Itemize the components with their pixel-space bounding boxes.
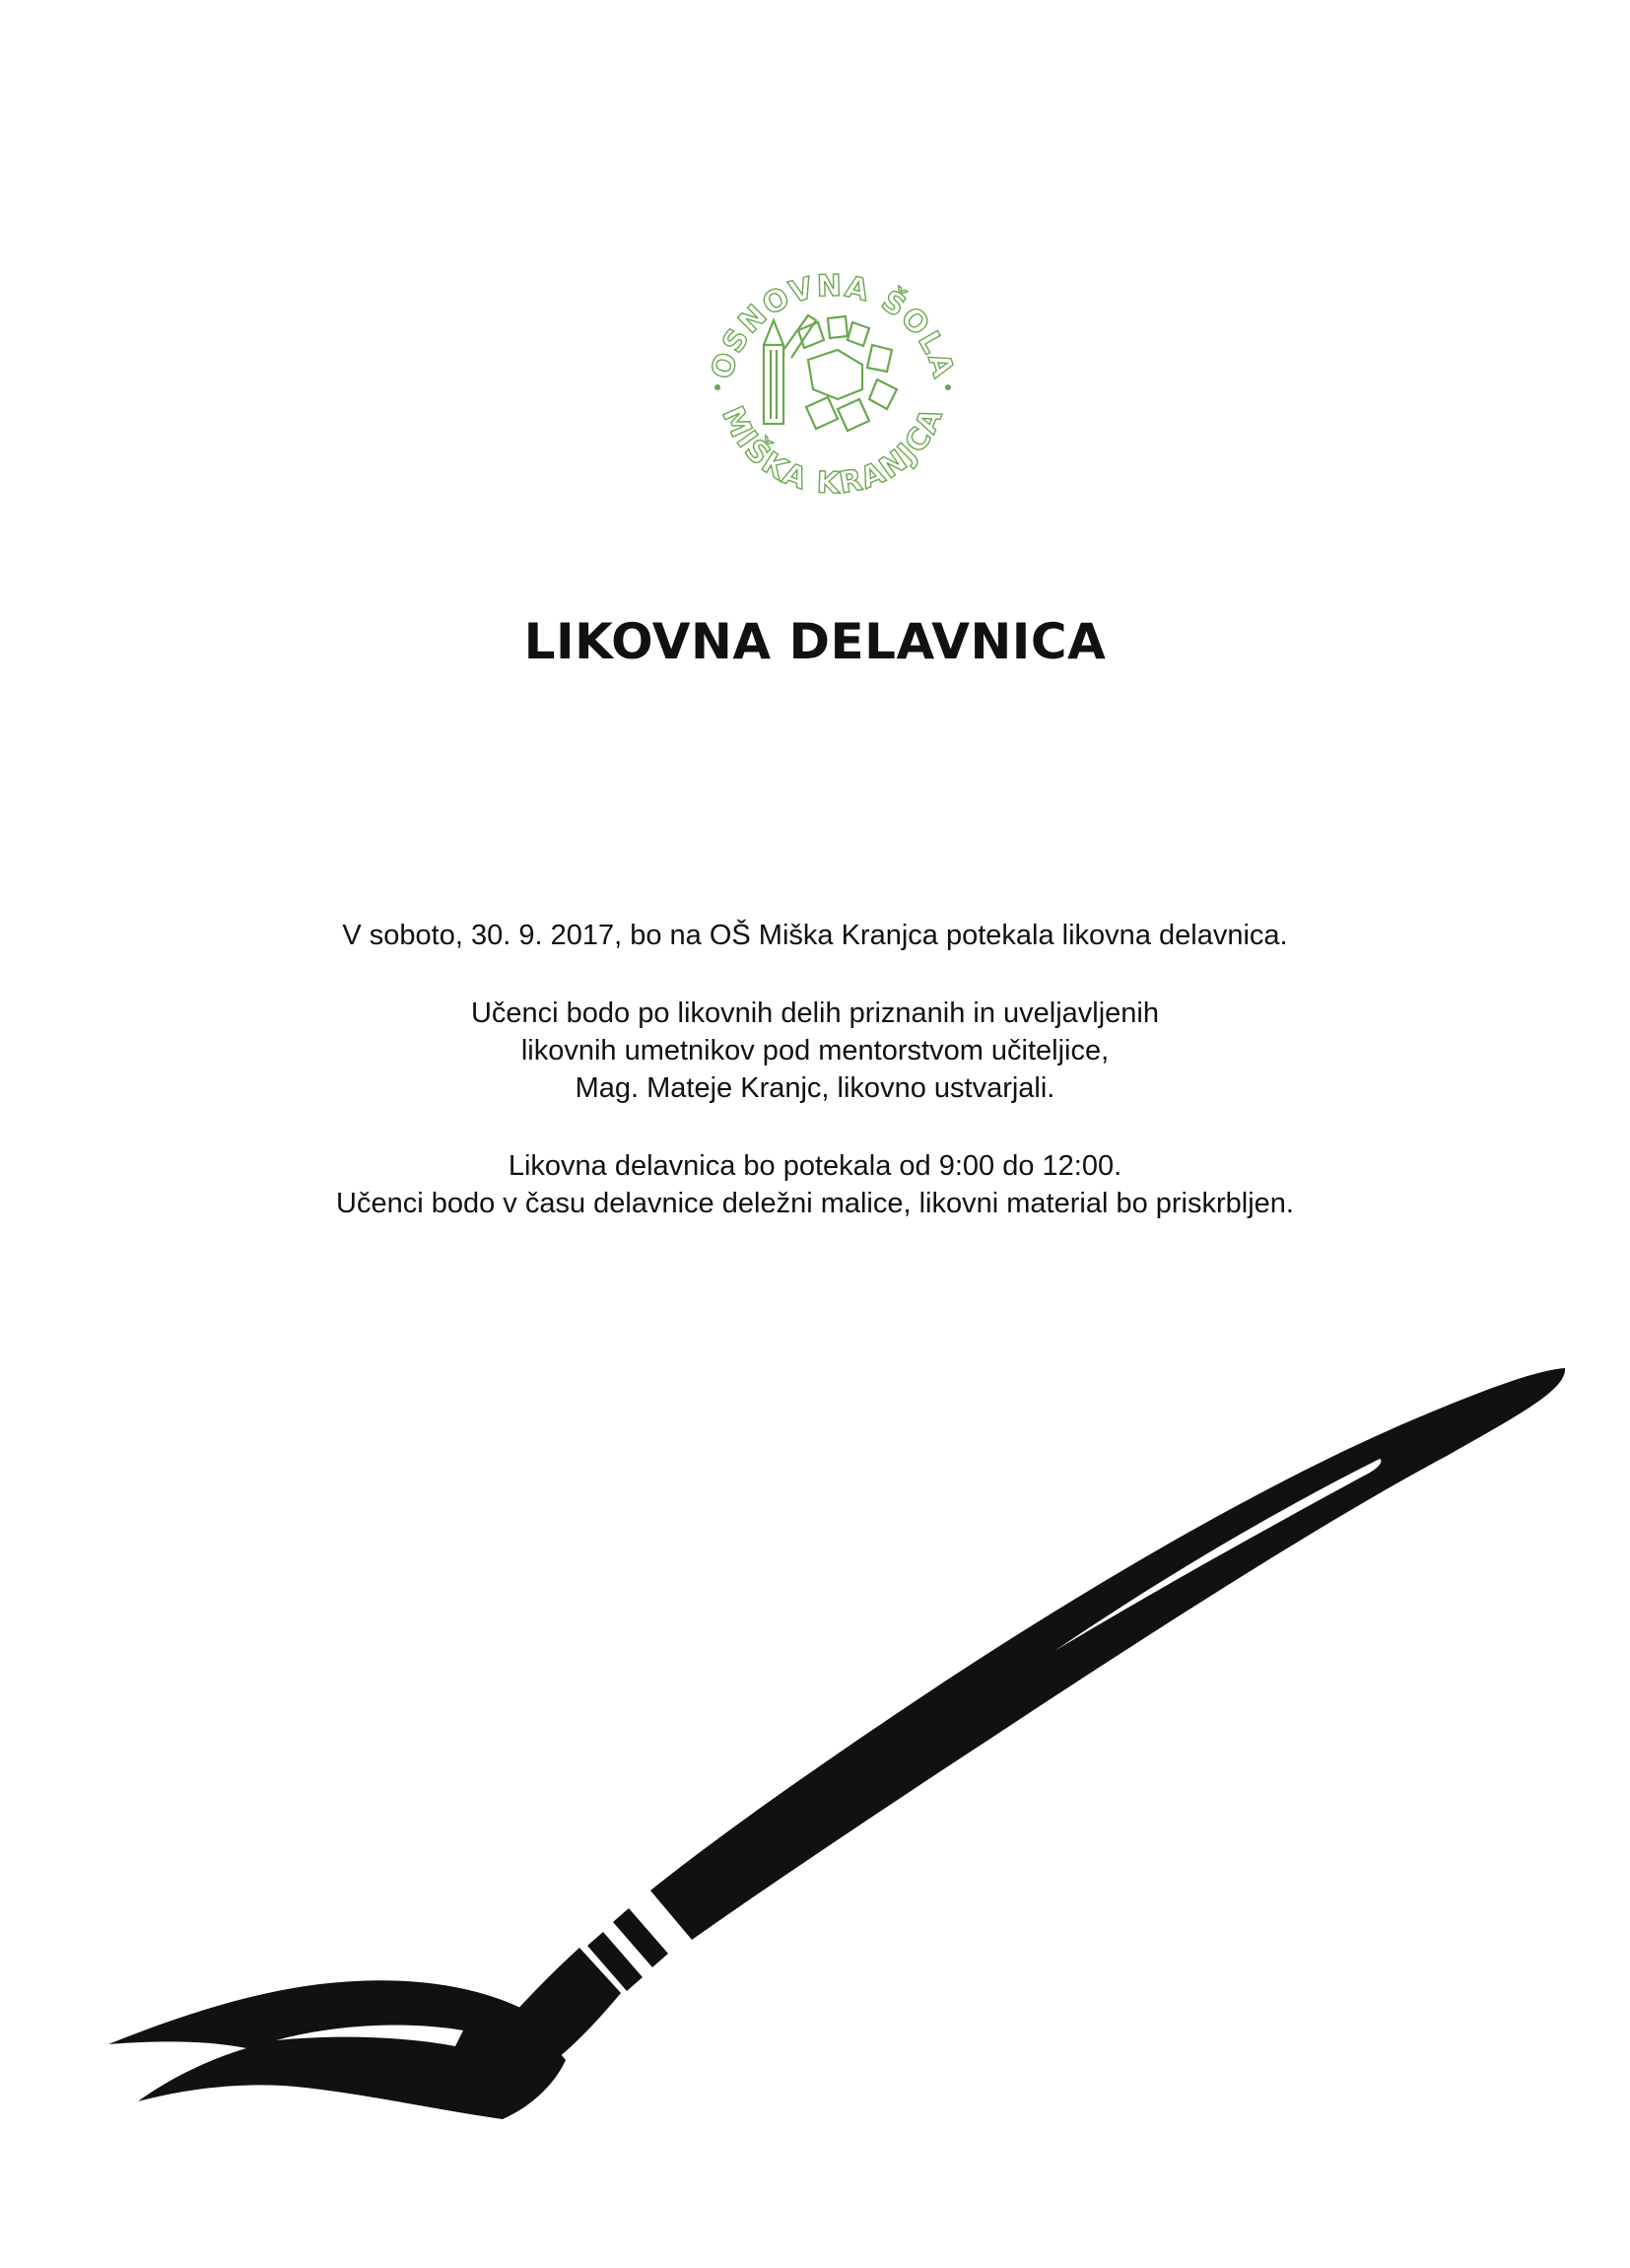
text-line: Učenci bodo v času delavnice deležni malice, likovni material bo priskrbljen. (336, 1188, 1294, 1219)
school-logo (690, 251, 976, 503)
text-line: V soboto, 30. 9. 2017, bo na OŠ Miška Kranjca potekala likovna delavnica. (342, 920, 1288, 951)
paragraph-description (0, 995, 1630, 1107)
paragraph-date (0, 917, 1630, 954)
svg-text:OSNOVNA ŠOLA (705, 269, 961, 383)
page-title: LIKOVNA DELAVNICA (523, 613, 1107, 670)
svg-text:MIŠKA KRANJCA (714, 401, 950, 501)
text-line: Učenci bodo po likovnih delih priznanih in uveljavljenih (470, 997, 1160, 1029)
announcement-body (0, 917, 1630, 1263)
paintbrush-icon (89, 1350, 1587, 2159)
logo-text-top: OSNOVNA ŠOLA (705, 268, 961, 383)
paintbrush-illustration (89, 1350, 1587, 2159)
text-line: likovnih umetnikov pod mentorstvom učiteljice, (520, 1035, 1110, 1066)
paragraph-schedule (0, 1147, 1630, 1222)
school-logo-icon (690, 251, 976, 503)
text-line: Mag. Mateje Kranjc, likovno ustvarjali. (575, 1072, 1055, 1104)
text-line: Likovna delavnica bo potekala od 9:00 do 12:00. (508, 1150, 1122, 1182)
logo-text-bottom: MIŠKA KRANJCA (714, 401, 951, 502)
